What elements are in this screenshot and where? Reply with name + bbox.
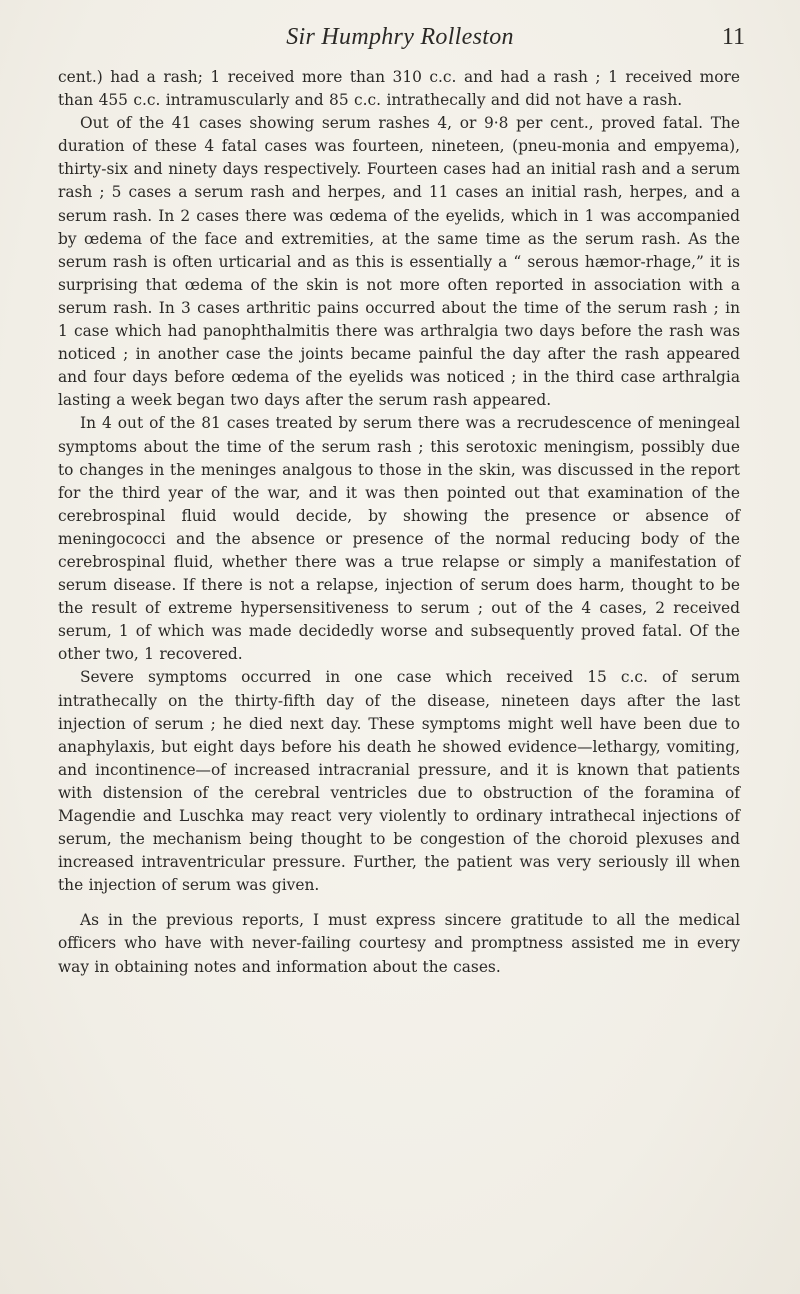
body-text [58, 66, 740, 979]
paragraph-serum-rashes: Out of the 41 cases showing serum rashes 4, or 9·8 per cent., proved fatal. The duration of these 4 fatal cases was fourteen, nineteen, (pneu-monia and empyema), thirty-six and ninety days respectively. Fourteen cases had an initial rash and a serum rash ; 5 cases a serum rash and herpes, and 11 cases an initial rash, herpes, and a serum rash. In 2 cases there was œdema of the eyelids, which in 1 was accompanied by œdema of the face and extremities, at the same time as the serum rash. As the serum rash is often urticarial and as this is essentially a “ serous hæmor-rhage,” it is surprising that œdema of the skin is not more often reported in association with a serum rash. In 3 cases arthritic pains occurred about the time of the serum rash ; in 1 case which had panophthalmitis there was arthralgia two days before the rash was noticed ; in another case the joints became painful the day after the rash appeared and four days before œdema of the eyelids was noticed ; in the third case arthralgia lasting a week began two days after the serum rash appeared. [58, 114, 740, 410]
paragraph-severe-symptoms: Severe symptoms occurred in one case which received 15 c.c. of serum intrathecally on the thirty-fifth day of the disease, nineteen days after the last injection of serum ; he died next day. These symptoms might well have been due to anaphylaxis, but eight days before his death he showed evidence—lethargy, vomiting, and incontinence—of increased intracranial pressure, and it is known that patients with distension of the cerebral ventricles due to obstruction of the foramina of Magendie and Luschka may react very violently to ordinary intrathecal injections of serum, the mechanism being thought to be congestion of the choroid plexuses and increased intraventricular pressure. Further, the patient was very seriously ill when the injection of serum was given. [58, 668, 740, 895]
paragraph-meningeal-symptoms: In 4 out of the 81 cases treated by serum there was a recrudescence of meningeal symptoms about the time of the serum rash ; this serotoxic meningism, possibly due to changes in the meninges analgous to those in the skin, was discussed in the report for the third year of the war, and it was then pointed out that examination of the cerebrospinal fluid would decide, by showing the presence or absence of meningococci and the absence or presence of the normal reducing body of the cerebrospinal fluid, whether there was a true relapse or simply a manifestation of serum disease. If there is not a relapse, injection of serum does harm, thought to be the result of extreme hypersensitiveness to serum ; out of the 4 cases, 2 received serum, 1 of which was made decidedly worse and subsequently proved fatal. Of the other two, 1 recovered. [58, 414, 740, 664]
page-header [60, 24, 745, 54]
page-number: 11 [721, 24, 745, 50]
paragraph-acknowledgement: As in the previous reports, I must express sincere gratitude to all the medical officers who have with never-failing courtesy and promptness assisted me in every way in obtaining notes and information about the cases. [58, 911, 740, 976]
paragraph-continuation: cent.) had a rash; 1 received more than 310 c.c. and had a rash ; 1 received more than 455 c.c. intramuscularly and 85 c.c. intrathecally and did not have a rash. [58, 68, 740, 110]
running-head: Sir Humphry Rolleston [286, 24, 514, 50]
